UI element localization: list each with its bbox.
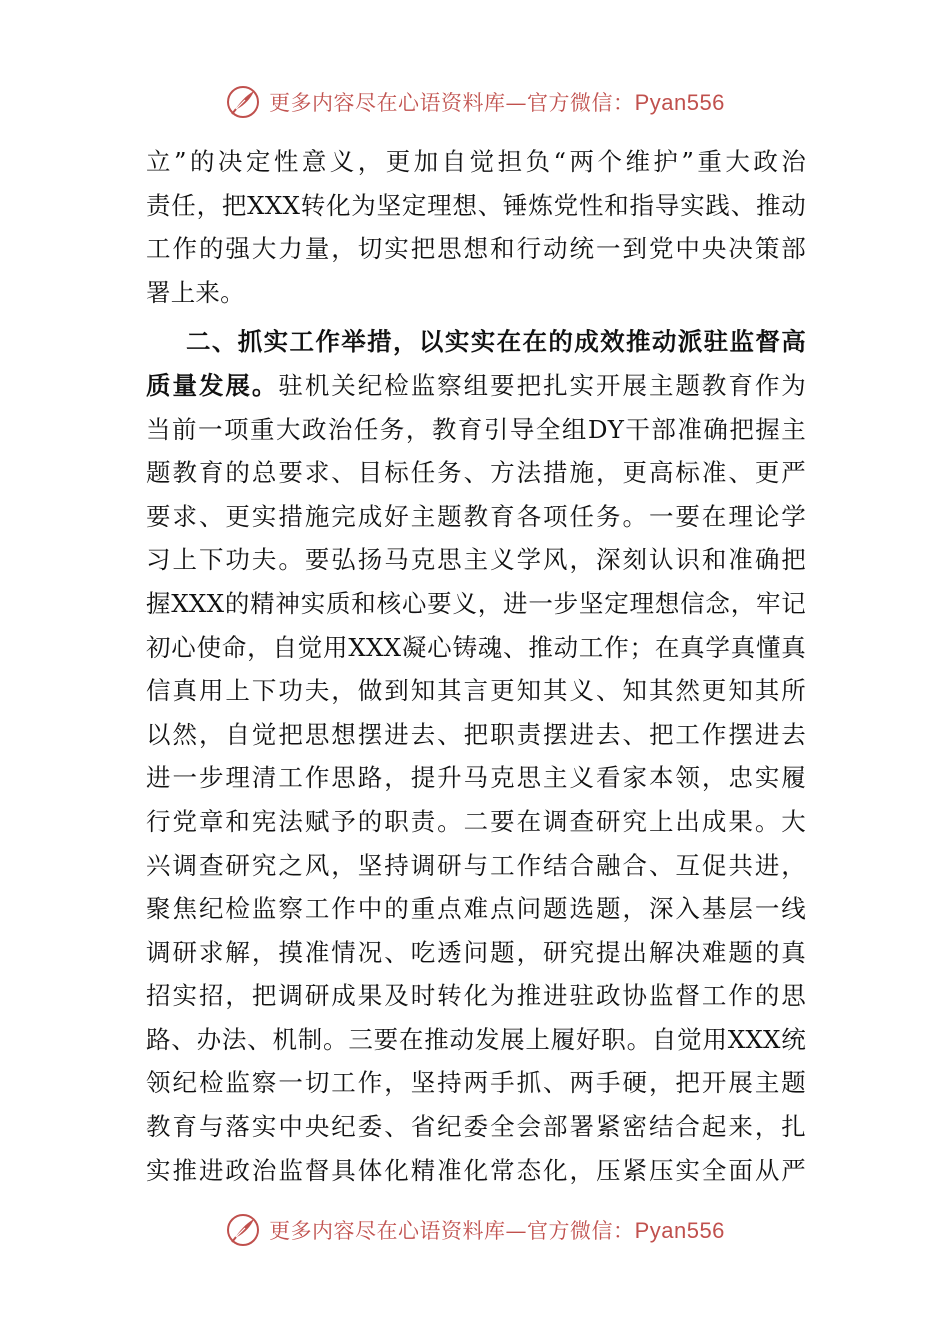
- header-banner-wechat-id: Pyan556: [634, 90, 725, 115]
- text-line: 习上下功夫。要弘扬马克思主义学风，深刻认识和准确把: [146, 545, 806, 575]
- section-heading: 二、抓实工作举措，以实实在在的成效推动派驻监督高: [186, 327, 806, 357]
- text-line: 立”的决定性意义，更加自觉担负“两个维护”重大政治: [146, 147, 806, 176]
- text-line: 调研求解，摸准情况、吃透问题，研究提出解决难题的真: [146, 937, 806, 967]
- text-line: 信真用上下功夫，做到知其言更知其义、知其然更知其所: [146, 676, 806, 706]
- text-line: 教育与落实中央纪委、省纪委全会部署紧密结合起来，扎: [146, 1112, 806, 1142]
- footer-banner-text: [269, 1215, 725, 1245]
- text-line: 责任，把XXX转化为坚定理想、锤炼党性和指导实践、推动: [146, 190, 806, 220]
- text-line: 要求、更实措施完成好主题教育各项任务。一要在理论学: [146, 501, 806, 531]
- text-line: 实推进政治监督具体化精准化常态化，压紧压实全面从严: [146, 1155, 806, 1185]
- text-line: 握XXX的精神实质和核心要义，进一步坚定理想信念，牢记: [146, 588, 806, 618]
- text-span: 驻机关纪检监察组要把扎实开展主题教育作为: [278, 370, 807, 400]
- header-banner: [0, 82, 950, 122]
- header-banner-text: [269, 87, 725, 117]
- footer-banner-cn: 更多内容尽在心语资料库—官方微信：: [269, 1219, 635, 1243]
- text-line: 进一步理清工作思路，提升马克思主义看家本领，忠实履: [146, 763, 806, 793]
- text-line: 以然，自觉把思想摆进去、把职责摆进去、把工作摆进去: [146, 719, 806, 749]
- feather-pen-icon: [225, 1212, 261, 1248]
- section-heading-line: [146, 320, 806, 364]
- text-line: 兴调查研究之风，坚持调研与工作结合融合、互促共进，: [146, 850, 806, 880]
- document-body: [146, 140, 806, 1192]
- section-heading-end: 质量发展。: [146, 370, 279, 400]
- text-line: 当前一项重大政治任务，教育引导全组DY干部准确把握主: [146, 414, 806, 444]
- text-line: 初心使命，自觉用XXX凝心铸魂、推动工作；在真学真懂真: [146, 632, 806, 662]
- text-line: 路、办法、机制。三要在推动发展上履好职。自觉用XXX统: [146, 1024, 806, 1054]
- text-line: 署上来。: [146, 277, 245, 307]
- footer-banner-wechat-id: Pyan556: [634, 1218, 725, 1243]
- feather-pen-icon: [225, 84, 261, 120]
- text-line: 题教育的总要求、目标任务、方法措施，更高标准、更严: [146, 458, 806, 488]
- header-banner-cn: 更多内容尽在心语资料库—官方微信：: [269, 91, 635, 115]
- text-line: 工作的强大力量，切实把思想和行动统一到党中央决策部: [146, 234, 806, 264]
- text-line: 行党章和宪法赋予的职责。二要在调查研究上出成果。大: [146, 806, 806, 836]
- text-line: 领纪检监察一切工作，坚持两手抓、两手硬，把开展主题: [146, 1068, 806, 1098]
- text-line: 聚焦纪检监察工作中的重点难点问题选题，深入基层一线: [146, 894, 806, 924]
- text-line: [146, 364, 806, 408]
- text-line: 招实招，把调研成果及时转化为推进驻政协监督工作的思: [146, 981, 806, 1011]
- footer-banner: [0, 1210, 950, 1250]
